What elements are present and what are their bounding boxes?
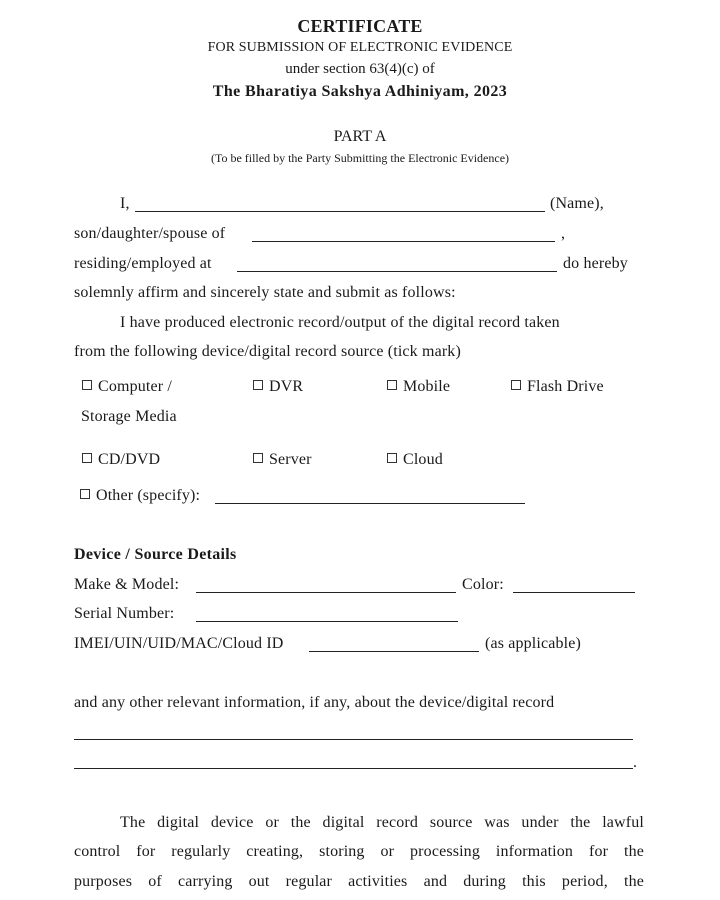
option-flash-drive[interactable] xyxy=(511,377,604,397)
checkbox-dvr[interactable] xyxy=(253,380,263,390)
relation-label: son/daughter/spouse of xyxy=(74,225,226,242)
produced-line-2: from the following device/digital record source (tick mark) xyxy=(74,343,461,360)
imei-label: IMEI/UIN/UID/MAC/Cloud ID xyxy=(74,635,284,652)
checkbox-cloud[interactable] xyxy=(387,453,397,463)
option-other[interactable] xyxy=(80,486,200,506)
option-computer[interactable] xyxy=(82,377,172,397)
option-cd-dvd-label: CD/DVD xyxy=(98,451,161,468)
relation-suffix: , xyxy=(561,225,566,242)
produced-line-1: I have produced electronic record/output of the digital record taken xyxy=(120,314,560,331)
make-model-field[interactable] xyxy=(196,592,456,593)
option-mobile-label: Mobile xyxy=(403,378,451,395)
residing-suffix: do hereby xyxy=(563,255,628,272)
option-cloud[interactable] xyxy=(387,450,443,470)
other-info-field-2[interactable] xyxy=(74,768,633,769)
act-name: The Bharatiya Sakshya Adhiniyam, 2023 xyxy=(212,83,508,100)
as-applicable-label: (as applicable) xyxy=(485,635,581,652)
other-info-field-1[interactable] xyxy=(74,739,633,740)
residing-label: residing/employed at xyxy=(74,255,212,272)
checkbox-computer[interactable] xyxy=(82,380,92,390)
imei-field[interactable] xyxy=(309,651,479,652)
option-server-label: Server xyxy=(269,451,312,468)
option-other-label: Other (specify): xyxy=(96,487,201,504)
checkbox-cd-dvd[interactable] xyxy=(82,453,92,463)
section-reference: under section 63(4)(c) of xyxy=(285,61,435,77)
serial-number-field[interactable] xyxy=(196,621,458,622)
certificate-title: CERTIFICATE xyxy=(297,16,423,36)
other-info-period: . xyxy=(633,754,638,771)
other-specify-field[interactable] xyxy=(215,503,525,504)
affirm-line: solemnly affirm and sincerely state and submit as follows: xyxy=(74,284,456,301)
color-field[interactable] xyxy=(513,592,635,593)
closing-line-3: purposes of carrying out regular activities and during this period, the xyxy=(74,873,644,890)
name-suffix: (Name), xyxy=(550,195,604,212)
option-dvr[interactable] xyxy=(253,377,303,397)
checkbox-flash-drive[interactable] xyxy=(511,380,521,390)
certificate-subtitle: FOR SUBMISSION OF ELECTRONIC EVIDENCE xyxy=(207,40,513,55)
i-label: I, xyxy=(120,195,130,212)
option-server[interactable] xyxy=(253,450,312,470)
part-note: (To be filled by the Party Submitting the Electronic Evidence) xyxy=(210,151,510,165)
checkbox-server[interactable] xyxy=(253,453,263,463)
option-cloud-label: Cloud xyxy=(403,451,443,468)
option-computer-label: Computer / xyxy=(98,378,172,395)
checkbox-mobile[interactable] xyxy=(387,380,397,390)
option-mobile[interactable] xyxy=(387,377,450,397)
option-cd-dvd[interactable] xyxy=(82,450,160,470)
name-field[interactable] xyxy=(135,211,545,212)
relation-field[interactable] xyxy=(252,241,555,242)
closing-line-1: The digital device or the digital record source was under the lawful xyxy=(120,814,644,831)
color-label: Color: xyxy=(462,576,504,593)
residing-field[interactable] xyxy=(237,271,557,272)
closing-line-2: control for regularly creating, storing or processing information for the xyxy=(74,843,644,860)
part-heading: PART A xyxy=(333,128,387,145)
other-info-line: and any other relevant information, if any, about the device/digital record xyxy=(74,694,555,711)
make-model-label: Make & Model: xyxy=(74,576,180,593)
option-computer-line-2: Storage Media xyxy=(81,408,177,425)
device-details-heading: Device / Source Details xyxy=(74,546,237,563)
option-dvr-label: DVR xyxy=(269,378,304,395)
serial-number-label: Serial Number: xyxy=(74,605,175,622)
option-flash-drive-label: Flash Drive xyxy=(527,378,604,395)
checkbox-other[interactable] xyxy=(80,489,90,499)
